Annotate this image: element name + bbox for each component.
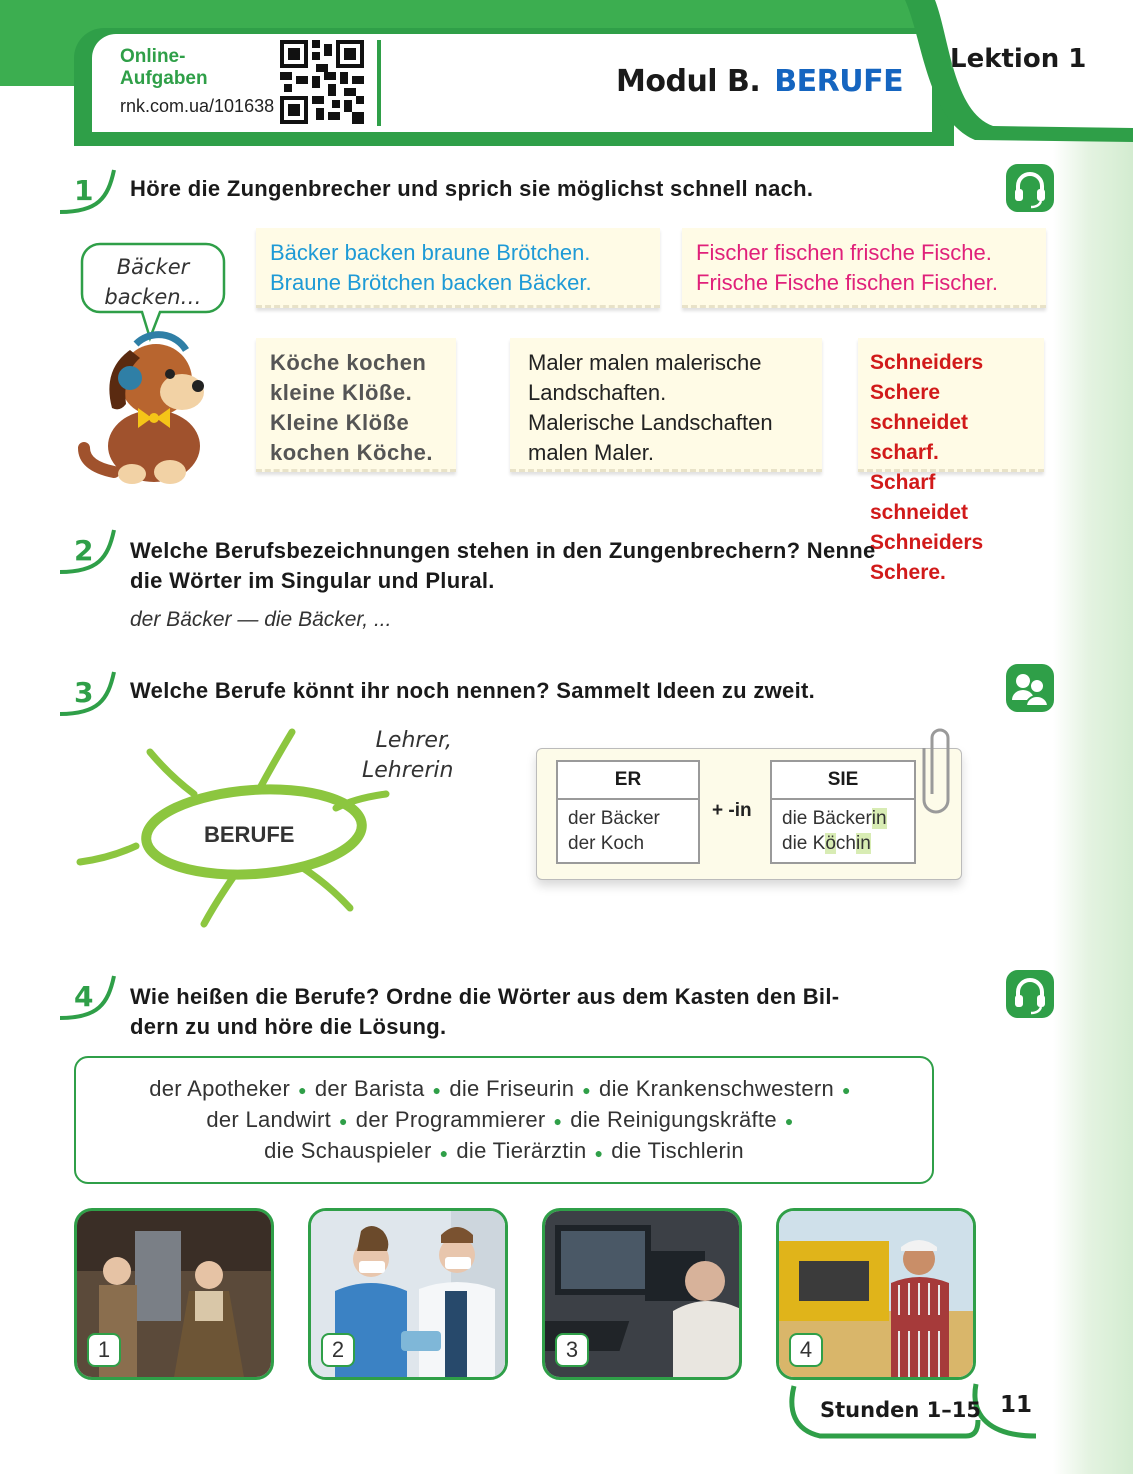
sie-row-2-post: ch: [835, 833, 856, 854]
online-url[interactable]: rnk.com.ua/101638: [120, 96, 275, 116]
bullet-icon: ●: [594, 1144, 604, 1161]
paperclip-icon: [922, 724, 958, 814]
twister-4-line-3: Malerische Landschaften: [528, 410, 773, 435]
online-line2: Aufgaben: [120, 68, 208, 89]
task2-number-label: 2: [74, 534, 94, 567]
er-table: [556, 760, 700, 864]
word-item: die Reinigungskräfte: [570, 1107, 777, 1133]
page-number: 11: [1000, 1392, 1033, 1418]
online-tasks-title: [120, 46, 260, 90]
word-line-1: [76, 1074, 932, 1105]
er-row-2: der Koch: [568, 833, 645, 854]
pair-work-icon[interactable]: [1006, 664, 1054, 712]
twister-card-5: [858, 338, 1044, 584]
sie-row-2-suffix: in: [855, 833, 871, 854]
photo-farmer[interactable]: [776, 1208, 976, 1380]
twister-5-line-1: Schneiders Schere: [870, 351, 984, 404]
twister-5-line-3: Scharf schneidet: [870, 471, 969, 524]
photo-number: 2: [321, 1333, 355, 1367]
sie-row-1: [782, 806, 904, 831]
word-item: die Schauspieler: [264, 1138, 432, 1164]
word-line-3: [76, 1136, 932, 1167]
photo-nurses[interactable]: [308, 1208, 508, 1380]
bubble-line2: backen…: [104, 285, 202, 309]
twister-4-line-2: Landschaften.: [528, 380, 667, 405]
twister-card-2: [682, 228, 1046, 308]
photo-number: 1: [87, 1333, 121, 1367]
twister-3-line-3: Kleine Klöße: [270, 410, 410, 435]
twister-2-line-1: Fischer fischen frische Fische.: [696, 240, 992, 265]
task-number-3: [58, 670, 114, 720]
bullet-icon: ●: [842, 1082, 851, 1099]
task2-example: der Bäcker — die Bäcker, ...: [130, 608, 392, 631]
qr-code-icon[interactable]: [280, 40, 364, 124]
task2-line2: die Wörter im Singular und Plural.: [130, 568, 495, 593]
page-title: [616, 64, 903, 99]
task4-line1: Wie heißen die Berufe? Ordne die Wörter aus dem Kasten den Bil-: [130, 984, 840, 1009]
twister-1-line-2: Braune Brötchen backen Bäcker.: [270, 270, 592, 295]
stunden-label: Stunden 1–15: [820, 1398, 981, 1422]
task4-number-label: 4: [74, 980, 94, 1013]
bubble-line1: Bäcker: [116, 255, 190, 279]
twister-4-line-1: Maler malen malerische: [528, 350, 762, 375]
mindmap-example-line1: Lehrer,: [375, 728, 452, 753]
word-box: [74, 1056, 934, 1184]
word-item: die Friseurin: [449, 1076, 575, 1101]
topic-label: BERUFE: [774, 64, 904, 99]
modul-label: Modul B.: [616, 64, 761, 99]
speech-bubble-text: [92, 252, 214, 312]
twister-2-line-2: Frische Fische fischen Fischer.: [696, 270, 998, 295]
mindmap-example: [362, 726, 452, 786]
bullet-icon: ●: [439, 1144, 449, 1161]
er-row-1: der Bäcker: [568, 808, 660, 829]
twister-3-line-2: kleine Klöße.: [270, 380, 413, 405]
er-rows: [558, 800, 698, 856]
twister-card-3: [256, 338, 456, 472]
sie-row-2-pre: die K: [782, 833, 826, 854]
task3-number-label: 3: [74, 676, 94, 709]
bullet-icon: ●: [553, 1113, 563, 1130]
bullet-icon: ●: [432, 1082, 442, 1099]
twister-3-line-1: Köche kochen: [270, 350, 427, 375]
bullet-icon: ●: [298, 1082, 307, 1099]
word-item: der Programmierer: [355, 1107, 546, 1133]
sie-row-2: [782, 831, 904, 856]
suffix-label: + -in: [712, 800, 752, 821]
word-line-2: [76, 1105, 932, 1136]
word-item: die Tischlerin: [611, 1138, 744, 1164]
sie-header: SIE: [772, 762, 914, 800]
task3-instruction: Welche Berufe könnt ihr noch nennen? Sammelt Ideen zu zweit.: [130, 678, 816, 703]
task2-instruction: [130, 536, 876, 596]
twister-5-line-2: schneidet scharf.: [870, 411, 969, 464]
twister-4-line-4: malen Maler.: [528, 440, 654, 465]
word-item: die Tierärztin: [456, 1138, 587, 1164]
bullet-icon: ●: [339, 1113, 348, 1130]
task4-instruction: [130, 982, 839, 1042]
sie-row-2-umlaut: ö: [825, 833, 836, 854]
photo-number: 3: [555, 1333, 589, 1367]
header-divider: [377, 40, 381, 126]
task-number-1: [58, 168, 114, 218]
photo-actors[interactable]: [74, 1208, 274, 1380]
task1-instruction: Höre die Zungenbrecher und sprich sie möglichst schnell nach.: [130, 176, 814, 201]
twister-card-1: [256, 228, 660, 308]
twister-card-4: [510, 338, 822, 472]
word-item: der Landwirt: [206, 1107, 332, 1133]
twister-1-line-1: Bäcker backen braune Brötchen.: [270, 240, 591, 265]
task-number-4: [58, 974, 114, 1024]
twister-5-line-4: Schneiders Schere.: [870, 531, 984, 584]
task1-number-label: 1: [74, 174, 94, 207]
task4-line2: dern zu und höre die Lösung.: [130, 1014, 447, 1039]
headphones-icon[interactable]: [1006, 970, 1054, 1018]
task-number-2: [58, 528, 114, 578]
sie-row-1-suffix: in: [871, 808, 887, 829]
word-item: der Apotheker: [149, 1076, 291, 1101]
bullet-icon: ●: [582, 1082, 592, 1099]
sie-table: [770, 760, 916, 864]
dog-illustration: [70, 322, 220, 488]
photo-number: 4: [789, 1333, 823, 1367]
bullet-icon: ●: [784, 1113, 794, 1130]
photo-programmer[interactable]: [542, 1208, 742, 1380]
online-line1: Online-: [120, 46, 186, 67]
word-item: der Barista: [314, 1076, 425, 1101]
word-item: die Krankenschwestern: [599, 1076, 835, 1101]
twister-3-line-4: kochen Köche.: [270, 440, 433, 465]
lektion-tab: [905, 0, 1133, 150]
lektion-label: Lektion 1: [950, 44, 1087, 74]
sie-row-1-base: die Bäcker: [782, 808, 872, 829]
side-band: [1053, 140, 1133, 1474]
sie-rows: [772, 800, 914, 856]
mindmap-example-line2: Lehrerin: [362, 758, 454, 783]
task2-line1: Welche Berufsbezeichnungen stehen in den Zungenbrechern? Nenne: [130, 538, 876, 563]
er-header: ER: [558, 762, 698, 800]
headphones-icon[interactable]: [1006, 164, 1054, 212]
mindmap-center: BERUFE: [204, 822, 295, 847]
